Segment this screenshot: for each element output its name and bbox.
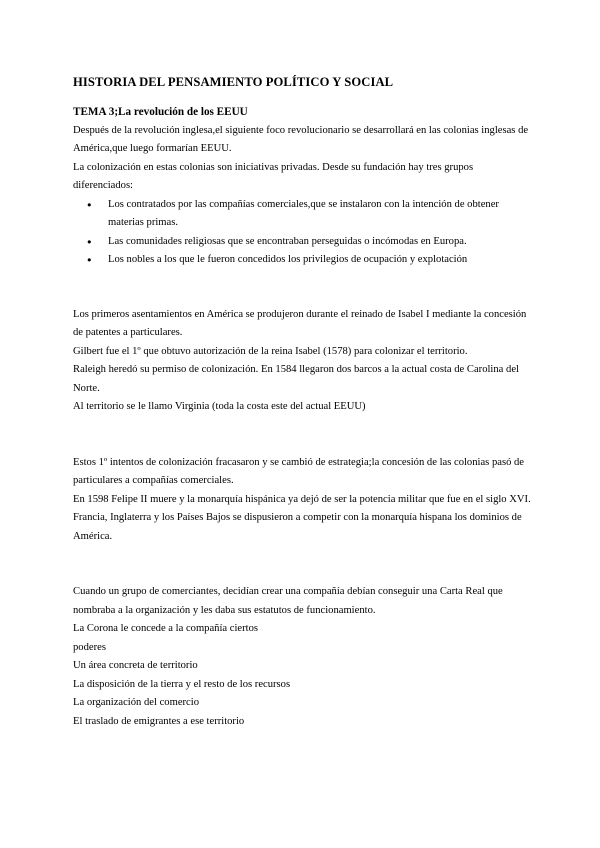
spacer	[73, 417, 535, 454]
paragraph: La Corona le concede a la compañía ciertos	[73, 623, 259, 634]
paragraph: En 1598 Felipe II muere y la monarquía hispánica ya dejó de ser la potencia militar que fue en el siglo XVI.	[73, 493, 531, 505]
paragraph: Después de la revolución inglesa,el siguiente foco revolucionario se desarrollará en las colonias inglesas de América,que luego formarían EEUU.	[73, 124, 529, 154]
document-body	[73, 74, 535, 731]
spacer	[73, 546, 535, 583]
paragraph: Un área concreta de territorio	[73, 660, 198, 671]
paragraph: Francia, Inglaterra y los Países Bajos se dispusieron a competir con la monarquía hispana los dominios de América.	[73, 512, 522, 542]
paragraph: La organización del comercio	[73, 697, 199, 708]
topic-heading: TEMA 3;La revolución de los EEUU	[73, 106, 248, 118]
list-item: ● Las comunidades religiosas que se encontraban perseguidas o incómodas en Europa.	[73, 233, 535, 252]
paragraph: poderes	[73, 641, 106, 653]
groups-list	[73, 196, 535, 270]
paragraph: La colonización en estas colonias son iniciativas privadas. Desde su fundación hay tres grupos diferenciados:	[73, 161, 474, 191]
list-item: ● Los contratados por las compañías comerciales,que se instalaron con la intención de obtener materias primas.	[73, 196, 535, 233]
paragraph: Gilbert fue el 1º que obtuvo autorización de la reina Isabel (1578) para colonizar el territorio.	[73, 345, 468, 357]
paragraph: La disposición de la tierra y el resto de los recursos	[73, 678, 291, 690]
spacer	[73, 270, 535, 306]
paragraph: Los primeros asentamientos en América se produjeron durante el reinado de Isabel I mediante la concesión de patentes a particulares.	[73, 308, 527, 338]
list-item: ● Los nobles a los que le fueron concedidos los privilegios de ocupación y explotación	[73, 251, 535, 270]
document-title: HISTORIA DEL PENSAMIENTO POLÍTICO Y SOCIAL	[73, 75, 394, 89]
paragraph: Cuando un grupo de comerciantes, decidían crear una compañía debían conseguir una Carta Real que nombraba a la organización y les daba sus estatutos de funcionamiento.	[73, 586, 503, 616]
paragraph: El traslado de emigrantes a ese territorio	[73, 715, 245, 727]
paragraph: Estos 1º intentos de colonización fracasaron y se cambió de estrategia;la concesión de las colonias pasó de particulares a compañías comerciales.	[73, 456, 525, 486]
paragraph: Raleigh heredó su permiso de colonización. En 1584 llegaron dos barcos a la actual costa de Carolina del Norte.	[73, 364, 519, 394]
paragraph: Al territorio se le llamo Virginia (toda la costa este del actual EEUU)	[73, 401, 366, 412]
